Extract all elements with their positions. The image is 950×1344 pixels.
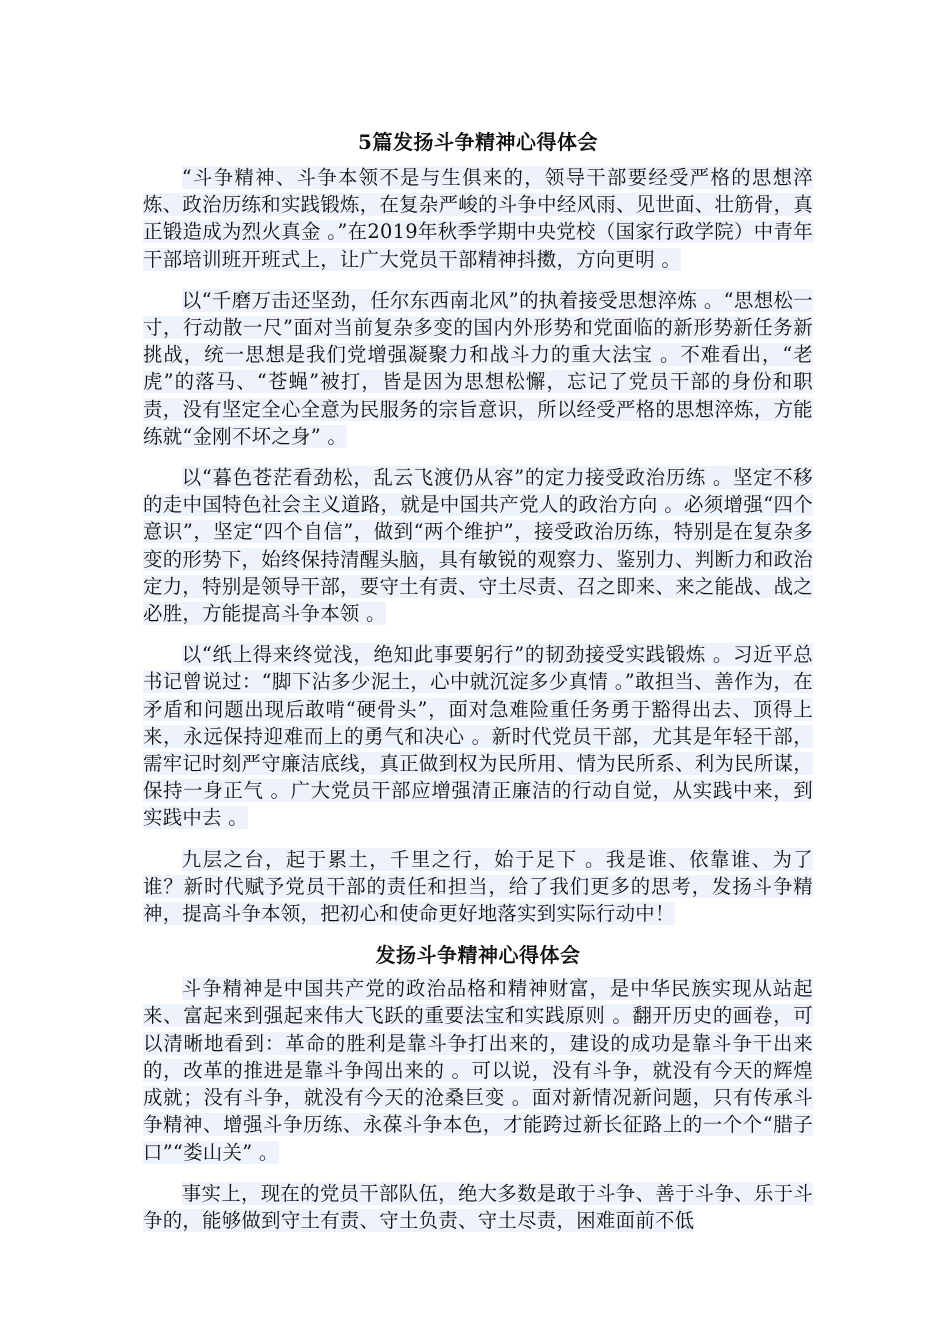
paragraph-text: 以“千磨万击还坚劲，任尔东西南北风”的执着接受思想淬炼 。“思想松一寸，行动散一尺”面对当前复杂多变的国内外形势和党面临的新形势新任务新挑战，统一思想是我们党增强凝聚力和战斗力的重大法宝 。不难看出，“老虎”的落马、“苍蝇”被打，皆是因为思想松懈，忘记了党员干部的身份和职责，没有坚定全心全意为民服务的宗旨意识，所以经受严格的思想淬炼，方能练就“金刚不坏之身” 。 — [143, 288, 813, 448]
paragraph — [143, 464, 813, 627]
paragraph — [143, 975, 813, 1165]
section-title: 发扬斗争精神心得体会 — [375, 943, 581, 968]
document-page — [143, 128, 813, 1248]
paragraph — [143, 287, 813, 450]
paragraph-text: 以“暮色苍茫看劲松，乱云飞渡仍从容”的定力接受政治历练 。坚定不移的走中国特色社会主义道路，就是中国共产党人的政治方向 。必须增强“四个意识”，坚定“四个自信”，做到“两个维护”，接受政治历练，特别是在复杂多变的形势下，始终保持清醒头脑，具有敏锐的观察力、鉴别力、判断力和政治定力，特别是领导干部，要守土有责、守土尽责、召之即来、来之能战、战之必胜，方能提高斗争本领 。 — [143, 466, 813, 626]
paragraph-text: 以“纸上得来终觉浅，绝知此事要躬行”的韧劲接受实践锻炼 。习近平总书记曾说过：“脚下沾多少泥土，心中就沉淀多少真情 。”敢担当、善作为，在矛盾和问题出现后敢啃“硬骨头”，面对急难险重任务勇于豁得出去、顶得上来，永远保持迎难而上的勇气和决心 。新时代党员干部，尤其是年轻干部，需牢记时刻严守廉洁底线，真正做到权为民所用、情为民所系、利为民所谋，保持一身正气 。广大党员干部应增强清正廉洁的行动自觉，从实践中来，到实践中去 。 — [143, 643, 813, 830]
paragraph-text: 事实上，现在的党员干部队伍，绝大多数是敢于斗争、善于斗争、乐于斗争的，能够做到守土有责、守土负责、守土尽责，困难面前不低 — [143, 1181, 813, 1232]
document-title: 5篇发扬斗争精神心得体会 — [358, 130, 598, 154]
paragraph-text: 斗争精神是中国共产党的政治品格和精神财富，是中华民族实现从站起来、富起来到强起来伟大飞跃的重要法宝和实践原则 。翻开历史的画卷，可以清晰地看到：革命的胜利是靠斗争打出来的，建设的成功是靠斗争干出来的，改革的推进是靠斗争闯出来的 。可以说，没有斗争，就没有今天的辉煌成就；没有斗争，就没有今天的沧桑巨变 。面对新情况新问题，只有传承斗争精神、增强斗争历练、永葆斗争本色，才能跨过新长征路上的一个个“腊子口”“娄山关” 。 — [143, 977, 813, 1164]
paragraph — [143, 164, 813, 273]
paragraph-text: “斗争精神、斗争本领不是与生俱来的，领导干部要经受严格的思想淬炼、政治历练和实践锻炼，在复杂严峻的斗争中经风雨、见世面、壮筋骨，真正锻造成为烈火真金 。”在2019年秋季学期中央党校（国家行政学院）中青年干部培训班开班式上，让广大党员干部精神抖擞，方向更明 。 — [143, 166, 813, 271]
paragraph-text: 九层之台，起于累土，千里之行，始于足下 。我是谁、依靠谁、为了谁？新时代赋予党员干部的责任和担当，给了我们更多的思考，发扬斗争精神，提高斗争本领，把初心和使命更好地落实到实际行动中！ — [143, 847, 813, 926]
paragraph — [143, 641, 813, 831]
paragraph — [143, 846, 813, 928]
paragraph — [143, 1180, 813, 1234]
